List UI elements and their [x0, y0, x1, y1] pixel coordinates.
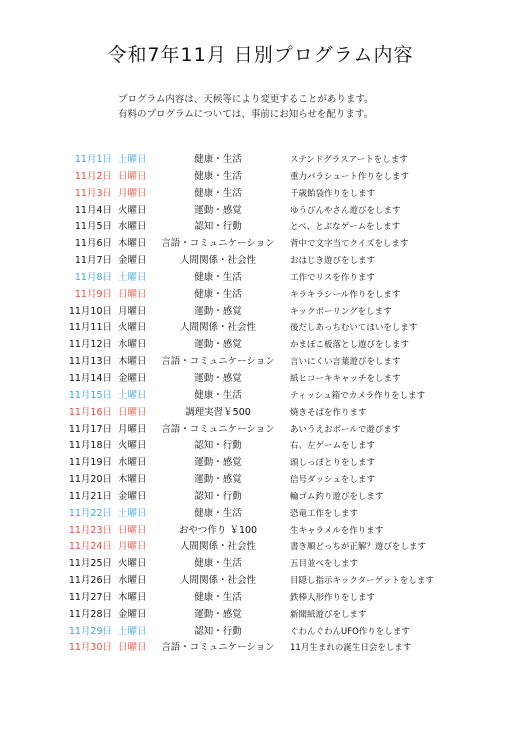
schedule-activity: 千歳飴袋作りをします	[290, 188, 376, 199]
schedule-row	[0, 287, 521, 304]
schedule-date: 11月15日	[68, 389, 112, 401]
schedule-weekday: 火曜日	[118, 204, 147, 216]
schedule-weekday: 木曜日	[118, 238, 147, 250]
schedule-date: 11月4日	[74, 204, 112, 216]
schedule-weekday: 水曜日	[118, 457, 147, 469]
schedule-activity: ゆうびんやさん遊びをします	[290, 205, 401, 216]
schedule-date: 11月1日	[74, 154, 112, 165]
page-title: 令和7年11月 日別プログラム内容	[107, 44, 414, 66]
schedule-row	[0, 489, 521, 506]
schedule-date: 11月11日	[68, 322, 112, 334]
schedule-category: 言語・コミュニケーション	[161, 356, 275, 368]
schedule-category: 言語・コミュニケーション	[161, 642, 275, 654]
schedule-category: 言語・コミュニケーション	[161, 238, 275, 250]
schedule-category: 健康・生活	[194, 507, 242, 519]
schedule-date: 11月17日	[68, 423, 112, 435]
schedule-date: 11月22日	[68, 507, 112, 519]
schedule-weekday: 水曜日	[118, 221, 147, 233]
schedule-row	[0, 304, 521, 321]
schedule-activity: 言いにくい言葉遊びをします	[290, 357, 401, 368]
schedule-activity: 目隠し指示キックターゲットをします	[290, 576, 434, 587]
schedule-row	[0, 438, 521, 455]
schedule-weekday: 月曜日	[118, 423, 147, 435]
schedule-activity: 書き順どっちが正解？遊びをします	[290, 542, 426, 553]
schedule-row	[0, 590, 521, 607]
schedule-date: 11月14日	[68, 372, 112, 384]
schedule-weekday: 木曜日	[118, 356, 147, 368]
schedule-row	[0, 253, 521, 270]
schedule-activity: 五目並べをします	[290, 559, 359, 570]
schedule-category: 言語・コミュニケーション	[161, 423, 275, 435]
schedule-weekday: 土曜日	[118, 154, 147, 165]
schedule-activity: 焼きそばを作ります	[290, 407, 367, 418]
schedule-weekday: 月曜日	[118, 187, 147, 199]
schedule-date: 11月2日	[74, 170, 112, 182]
schedule-category: 運動・感覚	[194, 204, 242, 216]
schedule-category: 健康・生活	[194, 170, 242, 182]
schedule-row	[0, 472, 521, 489]
schedule-date: 11月23日	[68, 524, 112, 536]
schedule-row	[0, 573, 521, 590]
notice-line: プログラム内容は、天候等により変更することがあります。	[118, 94, 374, 105]
schedule-category: 健康・生活	[194, 591, 242, 603]
schedule-weekday: 火曜日	[118, 558, 147, 570]
schedule-row	[0, 523, 521, 540]
schedule-activity: 紙ヒコーキキャッチをします	[290, 373, 401, 384]
schedule-weekday: 月曜日	[118, 305, 147, 317]
schedule-category: 運動・感覚	[194, 457, 242, 469]
schedule-category: 人間関係・社会性	[179, 541, 256, 553]
schedule-category: 人間関係・社会性	[179, 322, 256, 334]
schedule-category: 健康・生活	[194, 558, 242, 570]
schedule-category: 人間関係・社会性	[179, 575, 256, 587]
schedule-category: 運動・感覚	[194, 339, 242, 351]
schedule-activity: 重力パラシュート作りをします	[290, 171, 409, 182]
schedule-row	[0, 506, 521, 523]
schedule-row	[0, 422, 521, 439]
schedule-row	[0, 236, 521, 253]
schedule-weekday: 日曜日	[118, 288, 147, 300]
daily-schedule-list	[0, 152, 521, 657]
schedule-activity: 頭しっぽとりをします	[290, 458, 376, 469]
schedule-date: 11月5日	[74, 221, 112, 233]
schedule-category: 認知・行動	[194, 440, 242, 452]
schedule-activity: あいうえおボールで遊びます	[290, 424, 401, 435]
schedule-weekday: 木曜日	[118, 591, 147, 603]
schedule-row	[0, 270, 521, 287]
schedule-activity: かまぼこ板落とし遊びをします	[290, 340, 410, 351]
schedule-date: 11月21日	[68, 490, 112, 502]
notice-line: 有料のプログラムについては、事前にお知らせを配ります。	[118, 109, 374, 120]
schedule-weekday: 木曜日	[118, 474, 147, 486]
schedule-date: 11月25日	[68, 558, 112, 570]
schedule-activity: 恐竜工作をします	[290, 508, 359, 519]
schedule-row	[0, 539, 521, 556]
schedule-date: 11月10日	[68, 305, 112, 317]
schedule-weekday: 水曜日	[118, 339, 147, 351]
schedule-row	[0, 455, 521, 472]
schedule-weekday: 月曜日	[118, 541, 147, 553]
schedule-category: 運動・感覚	[194, 474, 242, 486]
schedule-date: 11月18日	[68, 440, 112, 452]
schedule-weekday: 日曜日	[118, 406, 147, 418]
schedule-weekday: 金曜日	[118, 255, 147, 267]
schedule-activity: ティッシュ箱でカメラ作りをします	[290, 390, 426, 401]
schedule-weekday: 金曜日	[118, 490, 147, 502]
schedule-date: 11月26日	[68, 575, 112, 587]
schedule-row	[0, 152, 521, 169]
schedule-activity: ぐわんぐわんUFO作りをします	[290, 626, 410, 637]
schedule-row	[0, 640, 521, 657]
schedule-row	[0, 169, 521, 186]
schedule-row	[0, 556, 521, 573]
schedule-weekday: 火曜日	[118, 440, 147, 452]
schedule-activity: 輪ゴム釣り遊びをします	[290, 491, 384, 502]
schedule-row	[0, 607, 521, 624]
schedule-weekday: 金曜日	[118, 608, 147, 620]
schedule-category: 運動・感覚	[194, 608, 242, 620]
schedule-weekday: 土曜日	[118, 625, 147, 637]
schedule-date: 11月3日	[74, 187, 112, 199]
schedule-date: 11月20日	[68, 474, 112, 486]
schedule-weekday: 土曜日	[118, 271, 147, 283]
schedule-weekday: 日曜日	[118, 170, 147, 182]
schedule-activity: 右、左ゲームをします	[290, 441, 376, 452]
schedule-activity: 信号ダッシュをします	[290, 475, 375, 486]
schedule-category: 人間関係・社会性	[179, 255, 256, 267]
schedule-row	[0, 354, 521, 371]
schedule-date: 11月30日	[68, 642, 112, 654]
schedule-date: 11月7日	[74, 255, 112, 267]
schedule-row	[0, 624, 521, 641]
schedule-activity: キックボーリングをします	[290, 306, 392, 317]
schedule-row	[0, 320, 521, 337]
schedule-date: 11月28日	[68, 608, 112, 620]
schedule-activity: 鉄棒人形作りをします	[290, 592, 376, 603]
schedule-date: 11月16日	[68, 406, 112, 418]
schedule-activity: 11月生まれの誕生日会をします	[290, 643, 412, 654]
schedule-date: 11月29日	[68, 625, 112, 637]
schedule-row	[0, 219, 521, 236]
schedule-activity: 後だしあっちむいてほいをします	[290, 323, 418, 334]
schedule-category: 健康・生活	[194, 154, 242, 165]
schedule-activity: 生キャラメルを作ります	[290, 525, 384, 536]
schedule-date: 11月6日	[74, 238, 112, 250]
schedule-row	[0, 405, 521, 422]
schedule-weekday: 土曜日	[118, 389, 147, 401]
schedule-category: 認知・行動	[194, 625, 242, 637]
schedule-date: 11月24日	[68, 541, 112, 553]
schedule-activity: おはじき遊びをします	[290, 256, 376, 267]
schedule-weekday: 日曜日	[118, 642, 147, 654]
schedule-activity: キラキラシール作りをします	[290, 289, 401, 300]
schedule-date: 11月13日	[68, 356, 112, 368]
schedule-category: 認知・行動	[194, 490, 242, 502]
schedule-category: 健康・生活	[194, 271, 242, 283]
schedule-activity: 工作でリスを作ります	[290, 272, 375, 283]
schedule-activity: 背中で文字当てクイズをします	[290, 239, 409, 250]
schedule-row	[0, 203, 521, 220]
schedule-category: 健康・生活	[194, 389, 242, 401]
schedule-activity: とべ、とぶなゲームをします	[290, 222, 401, 233]
schedule-weekday: 土曜日	[118, 507, 147, 519]
schedule-weekday: 水曜日	[118, 575, 147, 587]
schedule-row	[0, 371, 521, 388]
schedule-weekday: 日曜日	[118, 524, 147, 536]
schedule-category: 調理実習￥500	[185, 406, 251, 418]
schedule-category: 認知・行動	[194, 221, 242, 233]
schedule-category: 運動・感覚	[194, 372, 242, 384]
schedule-activity: 新聞紙遊びをします	[290, 609, 367, 620]
schedule-row	[0, 337, 521, 354]
schedule-category: 運動・感覚	[194, 305, 242, 317]
schedule-category: 健康・生活	[194, 187, 242, 199]
schedule-date: 11月27日	[68, 591, 112, 603]
schedule-activity: ステンドグラスアートをします	[290, 155, 408, 165]
schedule-date: 11月8日	[74, 271, 112, 283]
schedule-date: 11月19日	[68, 457, 112, 469]
schedule-row	[0, 388, 521, 405]
schedule-date: 11月12日	[68, 339, 112, 351]
schedule-category: 健康・生活	[194, 288, 242, 300]
schedule-weekday: 火曜日	[118, 322, 147, 334]
schedule-weekday: 金曜日	[118, 372, 147, 384]
schedule-category: おやつ作り ￥100	[178, 524, 258, 536]
schedule-date: 11月9日	[74, 288, 112, 300]
schedule-row	[0, 186, 521, 203]
